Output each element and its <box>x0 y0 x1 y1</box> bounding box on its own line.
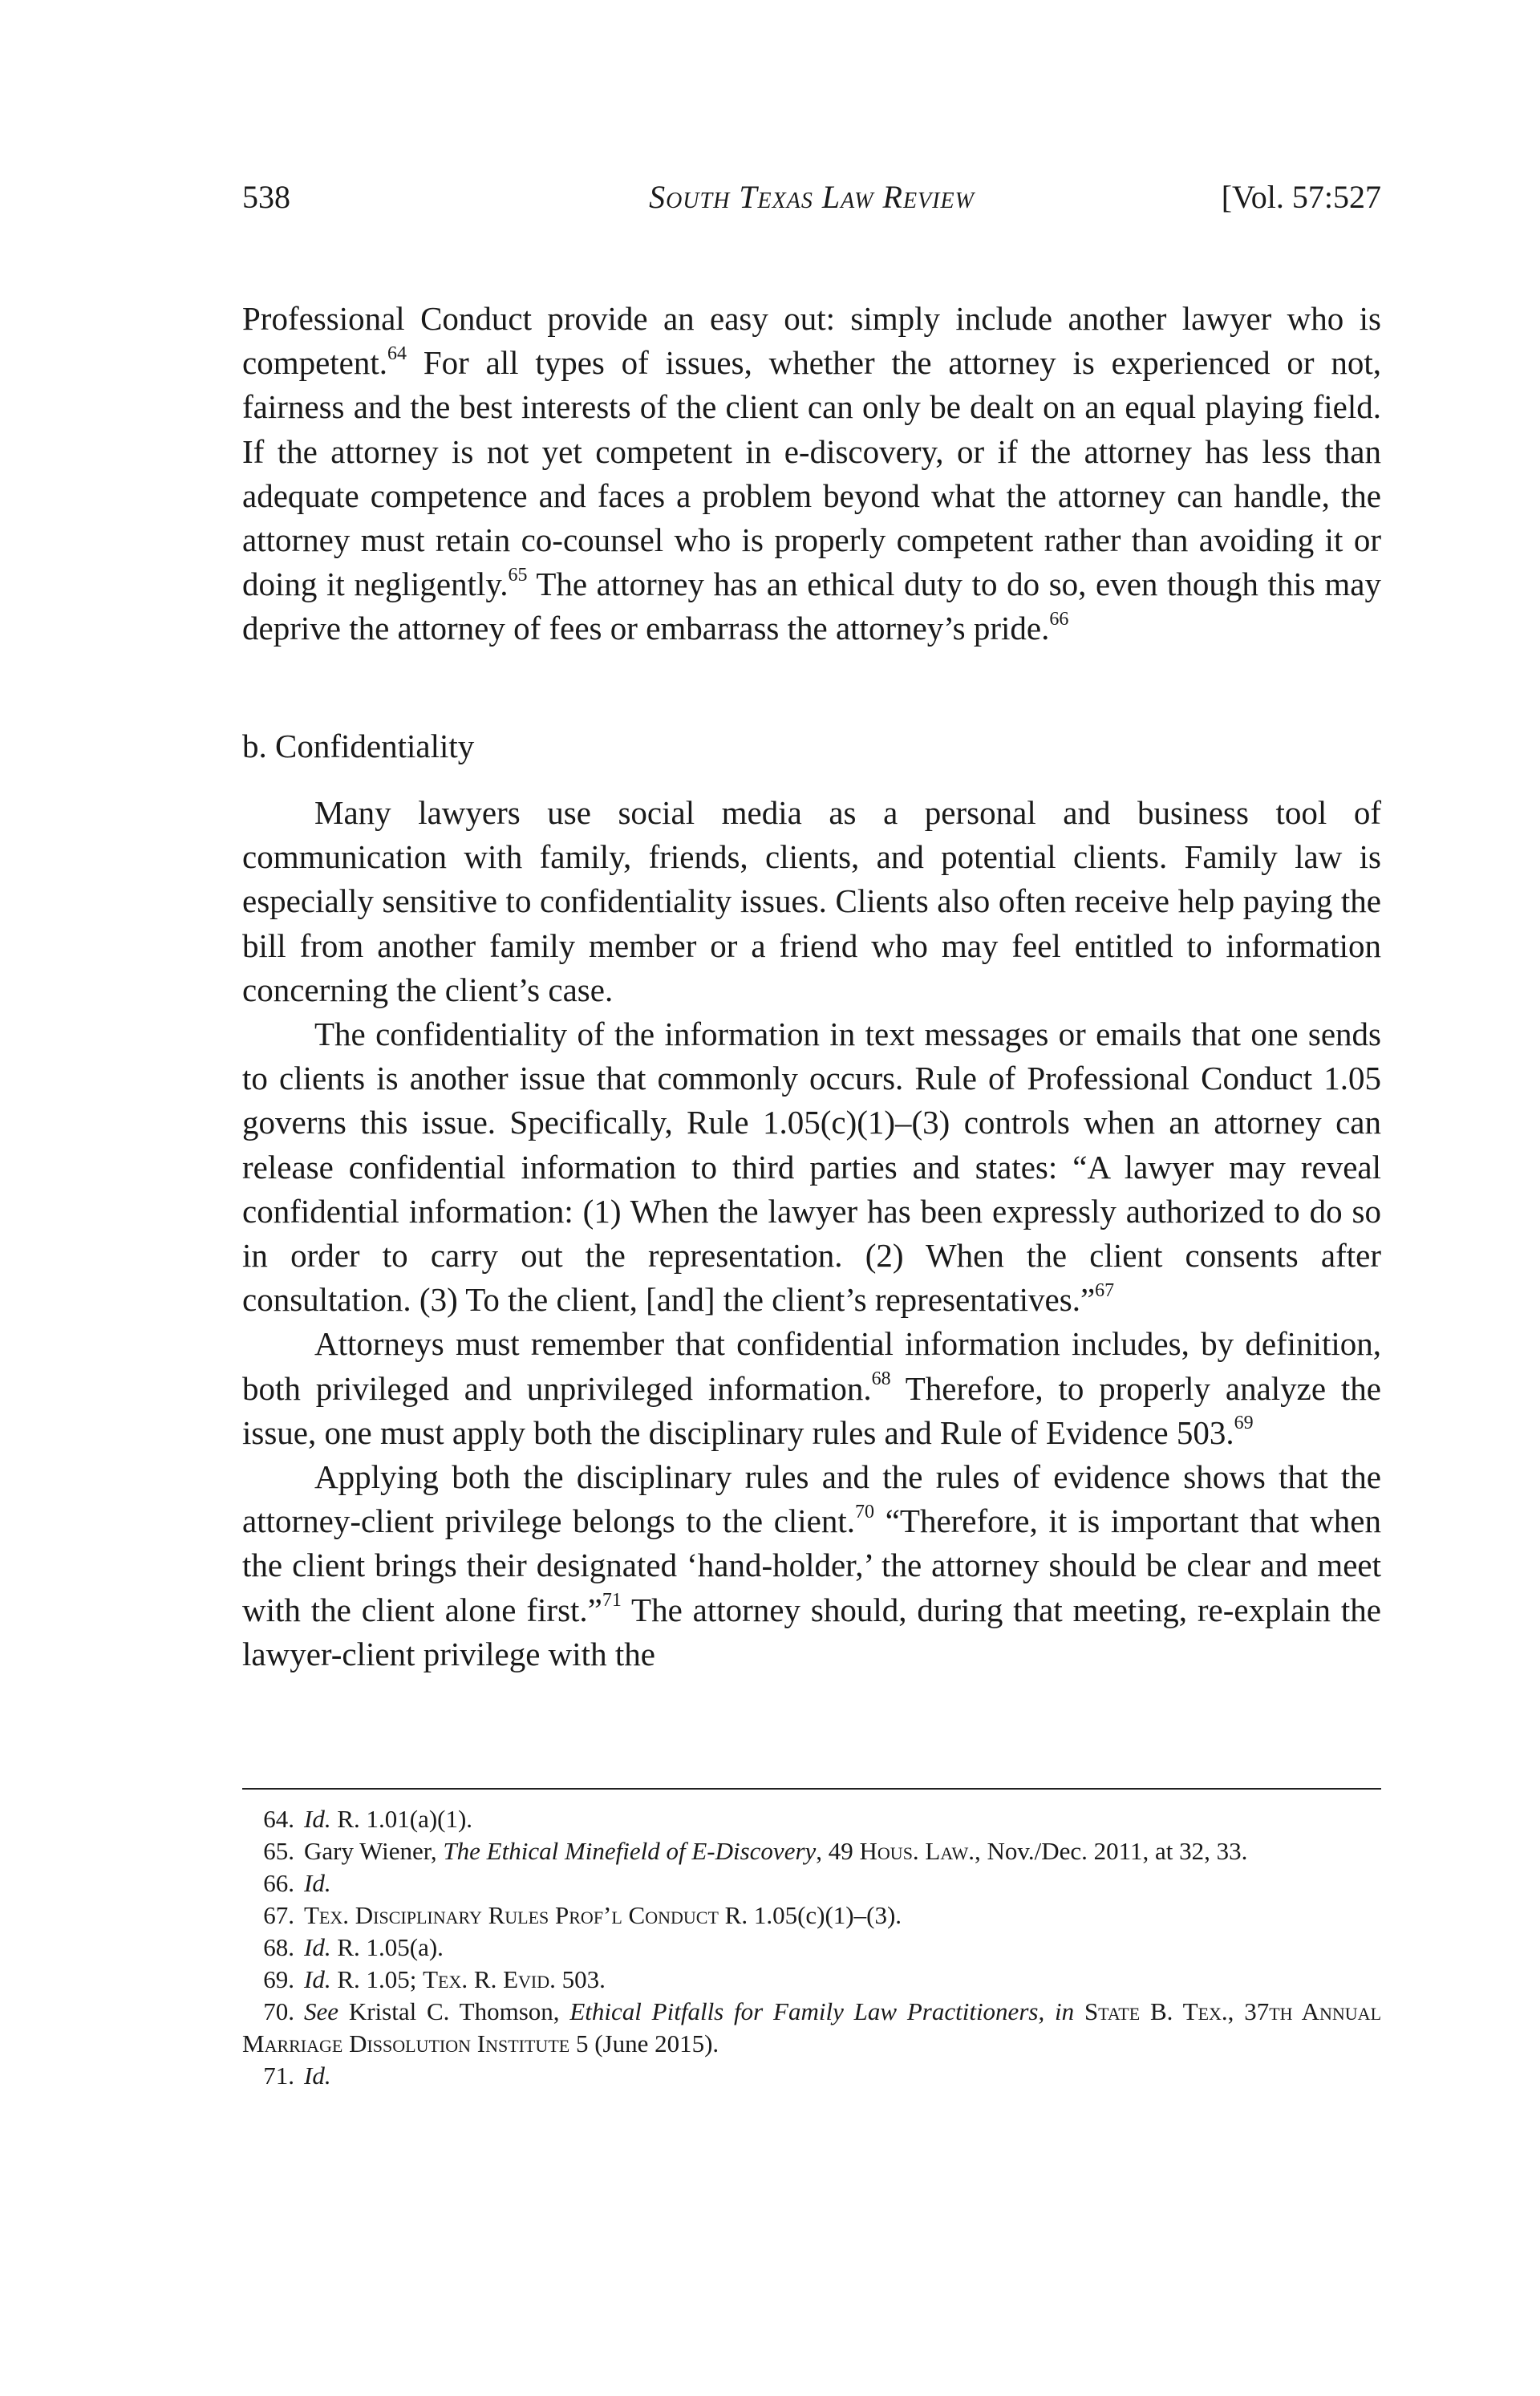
footnote-number: 70. <box>263 1997 294 2025</box>
footnote-text: Kristal C. Thomson, <box>338 1997 570 2025</box>
footnote <box>242 1932 1381 1964</box>
footnote-number: 66. <box>263 1869 294 1897</box>
paragraph <box>242 1322 1381 1455</box>
footnote-text <box>1074 1997 1084 2025</box>
body-text-top <box>242 297 1381 651</box>
page-number: 538 <box>242 179 290 215</box>
text-run: For all types of issues, whether the attorney is experienced or not, fairness and the best interests of the client can only be dealt on an equal playing field. If the attorney is not yet competent in e-discovery, or if the attorney has less than adequate competence and faces a problem beyond what the attorney can handle, the attorney must retain co-counsel who is properly competent rather than avoiding it or doing it negligently. <box>242 344 1381 603</box>
footnote-text: Gary Wiener, <box>304 1837 444 1865</box>
footnotes <box>242 1803 1381 2092</box>
text-run: Many lawyers use social media as a personal and business tool of communication with family, friends, clients, and potential clients. Family law is especially sensitive to confidentiality issues. Clients also often receive help paying the bill from another family member or a friend who may feel entitled to information concerning the client’s case. <box>242 794 1381 1008</box>
footnote-text: R. 1.01(a)(1). <box>330 1805 473 1833</box>
section-heading: b. Confidentiality <box>242 728 475 764</box>
footnote-ref: 65 <box>508 564 528 586</box>
paragraph <box>242 1455 1381 1676</box>
footnote-text: , 49 <box>816 1837 860 1865</box>
footnote-text: R. 1.05(a). <box>330 1933 444 1961</box>
footnote-text: R. 1.05; <box>330 1965 424 1993</box>
text-run: Professional Conduct provide an easy out: simply include another lawyer who is competent. <box>242 300 1381 382</box>
footnote-text: 503. <box>555 1965 606 1993</box>
footnote-text: Id. <box>304 2062 331 2090</box>
footnote-ref: 64 <box>387 343 407 364</box>
footnote-text: See <box>304 1997 339 2025</box>
text-run: The attorney should, during that meeting, re-explain the lawyer-client privilege with the <box>242 1591 1382 1672</box>
text-run: The confidentiality of the information in text messages or emails that one sends to clients is another issue that commonly occurs. Rule of Professional Conduct 1.05 governs this issue. Specifically, Rule 1.05(c)(1)–(3) controls when an attorney can release confidential information to third parties and states: “A lawyer may reveal confidential information: (1) When the lawyer has been expressly authorized to do so in order to carry out the representation. (2) When the client consents after consultation. (3) To the client, [and] the client’s representatives.” <box>242 1016 1381 1319</box>
text-run: “Therefore, it is important that when the client brings their designated ‘hand-holder,’ the attorney should be clear and meet with the client alone first.” <box>242 1502 1381 1628</box>
body-text-section <box>242 791 1381 1676</box>
footnote-text: Id. <box>304 1965 331 1993</box>
footnote-ref: 70 <box>855 1501 875 1522</box>
text-run: The attorney has an ethical duty to do so, even though this may deprive the attorney of fees or embarrass the attorney’s pride. <box>242 566 1381 647</box>
footnote <box>242 1899 1381 1932</box>
text-run: Therefore, to properly analyze the issue, one must apply both the disciplinary rules and Rule of Evidence 503. <box>242 1369 1381 1451</box>
footnote-number: 71. <box>263 2062 294 2090</box>
footnote-text: The Ethical Minefield of E-Discovery <box>443 1837 817 1865</box>
footnote-ref: 68 <box>871 1368 891 1389</box>
footnote-ref: 69 <box>1234 1413 1254 1434</box>
footnote-ref: 66 <box>1049 608 1069 630</box>
footnote-number: 68. <box>263 1933 294 1961</box>
footnote-number: 69. <box>263 1965 294 1993</box>
footnote-ref: 67 <box>1095 1279 1115 1301</box>
footnote-text: State B. Tex., 37th Annual Marriage Dissolution Institute <box>242 1997 1382 2057</box>
footnote-text: Tex. Disciplinary Rules Prof’l Conduct <box>304 1901 719 1929</box>
text-run: Attorneys must remember that confidential information includes, by definition, both privileged and unprivileged information. <box>242 1325 1381 1407</box>
footnote-number: 65. <box>263 1837 294 1865</box>
running-header <box>242 178 1381 226</box>
footnote-text: Ethical Pitfalls for Family Law Practitioners, in <box>569 1997 1075 2025</box>
paragraph <box>242 791 1381 1012</box>
journal-title: South Texas Law Review <box>649 179 975 215</box>
footnote-text: Id. <box>304 1805 331 1833</box>
paragraph-continued <box>242 297 1381 651</box>
volume-citation: [Vol. 57:527 <box>1221 179 1381 215</box>
footnote <box>242 1964 1381 1996</box>
footnote <box>242 1803 1381 1835</box>
footnote-text: Id. <box>304 1869 331 1897</box>
footnote-number: 64. <box>263 1805 294 1833</box>
footnote-divider <box>242 1788 1381 1790</box>
text-run: Applying both the disciplinary rules and the rules of evidence shows that the attorney-client privilege belongs to the client. <box>242 1458 1381 1540</box>
footnote-number: 67. <box>263 1901 294 1929</box>
footnote <box>242 1835 1381 1867</box>
footnote-text: , Nov./Dec. 2011, at 32, 33. <box>975 1837 1248 1865</box>
footnote-ref: 71 <box>602 1590 622 1611</box>
footnote-text: Id. <box>304 1933 331 1961</box>
footnote-text: 5 (June 2015). <box>569 2029 719 2057</box>
footnote <box>242 1996 1381 2060</box>
paragraph <box>242 1012 1381 1322</box>
footnote-text: Hous. Law. <box>859 1837 975 1865</box>
footnote <box>242 1867 1381 1899</box>
footnote <box>242 2060 1381 2092</box>
document-page <box>242 0 1381 2396</box>
footnote-text: Tex. R. Evid. <box>423 1965 556 1993</box>
footnote-text: R. 1.05(c)(1)–(3). <box>718 1901 902 1929</box>
